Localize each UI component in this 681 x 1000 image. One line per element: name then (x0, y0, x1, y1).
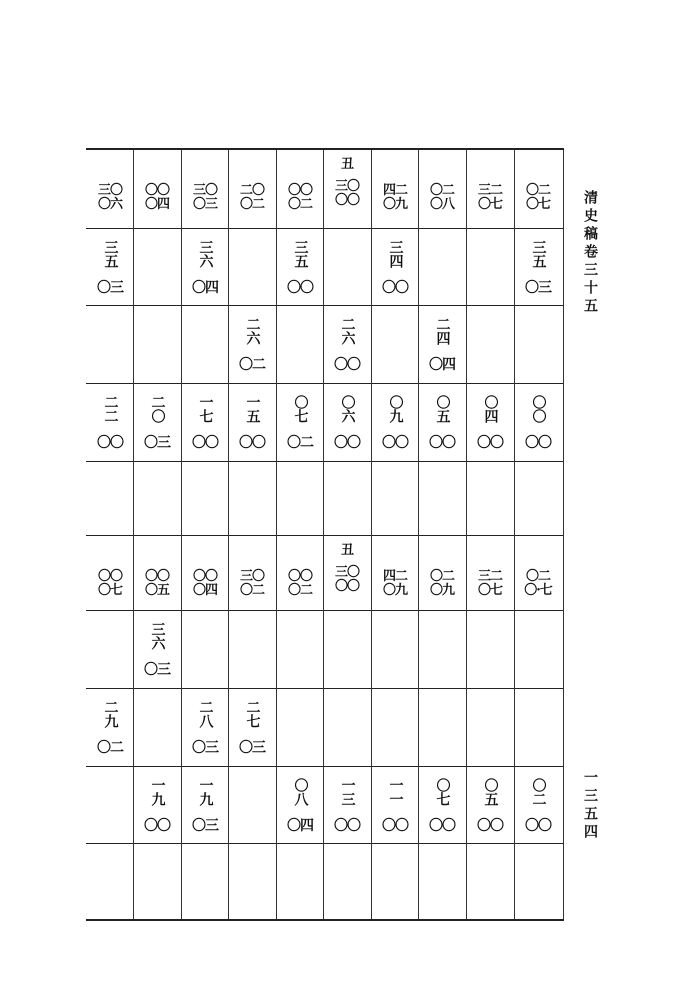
header-cell (182, 150, 228, 228)
cell-value-lower: 〇〇 (334, 357, 360, 373)
cell-value-lower: 〇〇 (192, 435, 218, 451)
cell-value-upper: 一七 (197, 395, 214, 423)
header-cell (467, 150, 513, 228)
header-value-upper: 〇二 (525, 569, 550, 584)
header-value-upper: 三〇 (192, 183, 217, 198)
header-value-upper: 三〇 (239, 569, 264, 584)
table-cell (419, 384, 465, 461)
header-value-lower: 〇〇 (334, 579, 359, 594)
cell-value-upper: 三五 (292, 240, 309, 268)
cell-value-upper: 〇六 (339, 395, 356, 423)
header-cell (229, 536, 275, 610)
header-cell (134, 150, 180, 228)
table-cell (467, 384, 513, 461)
header-value-upper: 〇二 (429, 569, 454, 584)
header-value-upper: 三〇 (334, 179, 359, 194)
cell-value-upper: 三五 (530, 240, 547, 268)
table-cell (229, 384, 275, 461)
row-rule (86, 688, 564, 689)
header-value-lower: 〇·七 (524, 583, 552, 598)
table-cell (229, 689, 275, 766)
cell-value-upper: 一五 (244, 395, 261, 423)
table-cell (467, 767, 513, 843)
table-cell (277, 229, 323, 305)
table-cell (182, 689, 228, 766)
cell-value-lower: 〇〇 (287, 280, 313, 296)
table-cell (372, 767, 418, 843)
header-cell (182, 536, 228, 610)
header-cell (229, 150, 275, 228)
header-cell (277, 150, 323, 228)
header-cell (372, 150, 418, 228)
table-cell (419, 767, 465, 843)
table-cell (419, 306, 465, 383)
table-cell (372, 384, 418, 461)
cell-value-upper: 一九 (197, 778, 214, 806)
header-value-upper: 〇〇 (287, 569, 312, 584)
cell-value-lower: 〇三 (192, 818, 218, 834)
header-cell (419, 150, 465, 228)
header-value-lower: 〇五 (144, 583, 169, 598)
header-cell (324, 150, 370, 228)
cell-value-lower: 〇〇 (429, 435, 455, 451)
cell-value-lower: 〇三 (192, 740, 218, 756)
row-rule (86, 461, 564, 462)
header-value-lower: 〇九 (429, 583, 454, 598)
cell-value-lower: 〇三 (97, 280, 123, 296)
cell-value-upper: 二六 (244, 317, 261, 345)
cell-value-lower: 〇〇 (334, 435, 360, 451)
cell-value-lower: 〇三 (525, 280, 551, 296)
header-value-upper: 〇〇 (144, 569, 169, 584)
branch-marker: 丑 (340, 157, 353, 172)
cell-value-upper: 三六 (149, 622, 166, 650)
cell-value-lower: 〇二 (287, 435, 313, 451)
header-value-upper: 三〇 (334, 565, 359, 580)
cell-value-upper: 二七 (244, 700, 261, 728)
cell-value-upper: 三六 (197, 240, 214, 268)
table-cell (182, 767, 228, 843)
header-cell (419, 536, 465, 610)
cell-value-lower: 〇三 (144, 435, 170, 451)
header-value-upper: 三二 (477, 569, 502, 584)
header-value-lower: 〇二 (287, 197, 312, 212)
cell-value-upper: 一一 (387, 778, 404, 806)
cell-value-lower: 〇〇 (144, 818, 170, 834)
cell-value-upper: 〇五 (482, 778, 499, 806)
header-value-lower: 〇四 (192, 583, 217, 598)
header-cell (515, 536, 561, 610)
header-value-upper: 二〇 (239, 183, 264, 198)
header-cell (134, 536, 180, 610)
table-cell (515, 767, 561, 843)
header-value-upper: 〇二 (429, 183, 454, 198)
running-header: 清史稿卷三十五 (582, 190, 598, 316)
row-rule (86, 843, 564, 844)
cell-value-upper: 三五 (102, 240, 119, 268)
table-cell (515, 384, 561, 461)
table-cell (324, 767, 370, 843)
header-value-lower: 〇七 (525, 197, 550, 212)
cell-value-upper: 〇八 (292, 778, 309, 806)
cell-value-lower: 〇二 (97, 740, 123, 756)
cell-value-lower: 〇〇 (382, 818, 408, 834)
table-cell (134, 767, 180, 843)
cell-value-lower: 〇二 (239, 357, 265, 373)
table-cell (182, 384, 228, 461)
page-number: 一三五四 (582, 770, 598, 842)
cell-value-lower: 〇〇 (477, 435, 503, 451)
header-value-upper: 三〇 (97, 183, 122, 198)
cell-value-upper: 二九 (102, 700, 119, 728)
cell-value-upper: 二六 (339, 317, 356, 345)
cell-value-lower: 〇〇 (239, 435, 265, 451)
header-value-lower: 〇二 (287, 583, 312, 598)
table-cell (324, 384, 370, 461)
header-value-upper: 四二 (382, 183, 407, 198)
table-right-rule (563, 150, 564, 919)
table-cell (277, 384, 323, 461)
table-cell (277, 767, 323, 843)
cell-value-lower: 〇四 (192, 280, 218, 296)
header-cell (277, 536, 323, 610)
cell-value-upper: 〇九 (387, 395, 404, 423)
cell-value-lower: 〇三 (144, 662, 170, 678)
header-value-lower: 〇〇 (334, 193, 359, 208)
cell-value-upper: 〇五 (434, 395, 451, 423)
header-value-lower: 〇八 (429, 197, 454, 212)
header-cell (87, 536, 133, 610)
cell-value-lower: 〇〇 (525, 818, 551, 834)
header-value-lower: 〇七 (97, 583, 122, 598)
header-value-upper: 〇〇 (192, 569, 217, 584)
cell-value-upper: 〇四 (482, 395, 499, 423)
cell-value-lower: 〇〇 (382, 435, 408, 451)
table-cell (324, 306, 370, 383)
cell-value-lower: 〇四 (429, 357, 455, 373)
header-value-lower: 〇三 (192, 197, 217, 212)
cell-value-upper: 一三 (339, 778, 356, 806)
table-cell (134, 611, 180, 688)
cell-value-lower: 〇四 (287, 818, 313, 834)
cell-value-upper: 〇七 (292, 395, 309, 423)
table-cell (87, 384, 133, 461)
header-value-lower: 〇二 (239, 583, 264, 598)
header-value-lower: 〇二 (239, 197, 264, 212)
table-cell (182, 229, 228, 305)
header-cell (467, 536, 513, 610)
header-value-upper: 〇二 (525, 183, 550, 198)
branch-marker: 丑 (340, 543, 353, 558)
cell-value-lower: 〇〇 (477, 818, 503, 834)
header-value-upper: 四二 (382, 569, 407, 584)
cell-value-lower: 〇〇 (97, 435, 123, 451)
header-value-upper: 〇〇 (97, 569, 122, 584)
table-bottom-rule (86, 919, 564, 921)
header-value-upper: 三二 (477, 183, 502, 198)
header-value-lower: 〇四 (144, 197, 169, 212)
cell-value-lower: 〇三 (239, 740, 265, 756)
header-value-upper: 〇〇 (287, 183, 312, 198)
cell-value-upper: 二二 (102, 395, 119, 423)
cell-value-upper: 〇二 (530, 778, 547, 806)
table-cell (229, 306, 275, 383)
table-cell (87, 689, 133, 766)
header-value-lower: 〇九 (382, 197, 407, 212)
cell-value-upper: 一九 (149, 778, 166, 806)
header-cell (515, 150, 561, 228)
cell-value-upper: 〇七 (434, 778, 451, 806)
table-cell (87, 229, 133, 305)
header-value-lower: 〇六 (97, 197, 122, 212)
cell-value-lower: 〇〇 (334, 818, 360, 834)
table-cell (134, 384, 180, 461)
header-cell (372, 536, 418, 610)
cell-value-upper: 二〇 (149, 395, 166, 423)
header-value-lower: 〇七 (477, 583, 502, 598)
cell-value-upper: 二八 (197, 700, 214, 728)
cell-value-lower: 〇〇 (382, 280, 408, 296)
cell-value-lower: 〇〇 (525, 435, 551, 451)
cell-value-upper: 三四 (387, 240, 404, 268)
header-value-lower: 〇九 (382, 583, 407, 598)
header-value-upper: 〇〇 (144, 183, 169, 198)
table-cell (515, 229, 561, 305)
header-value-lower: 〇七 (477, 197, 502, 212)
cell-value-upper: 〇〇 (530, 395, 547, 423)
row-rule (86, 228, 564, 229)
cell-value-upper: 二四 (434, 317, 451, 345)
table-cell (372, 229, 418, 305)
column-rule (228, 150, 229, 919)
cell-value-lower: 〇〇 (429, 818, 455, 834)
header-cell (87, 150, 133, 228)
header-cell (324, 536, 370, 610)
